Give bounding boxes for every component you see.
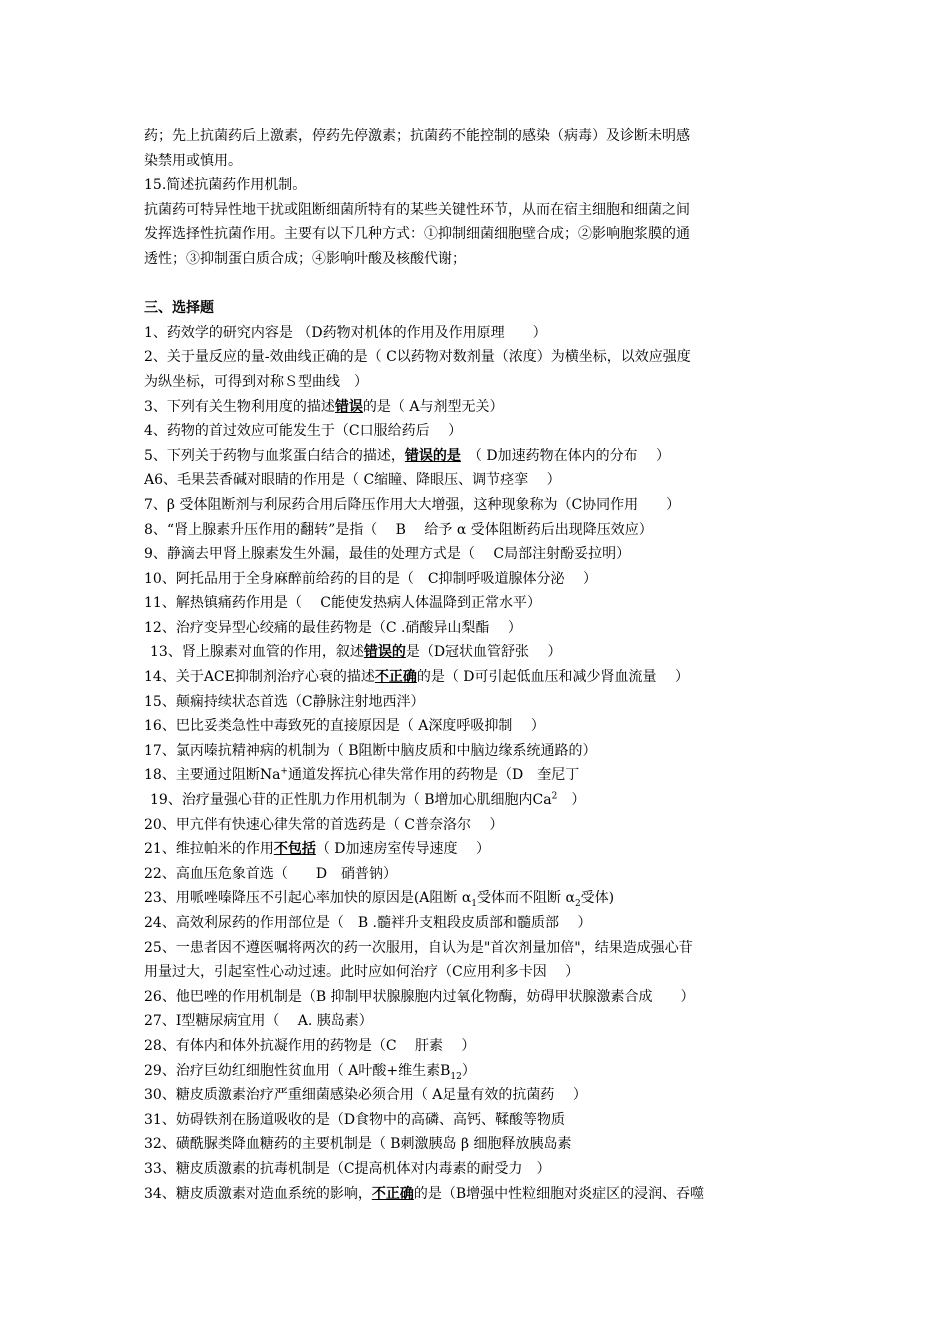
item-9: 9、静滴去甲肾上腺素发生外漏，最佳的处理方式是（ C局部注射酚妥拉明） [144, 546, 631, 563]
item-text: 的是（B增强中性粒细胞对炎症区的浸润、吞噬 [413, 1185, 705, 1202]
item-text: （ D加速房室传导速度 ） [315, 841, 490, 858]
subscript: 2 [574, 899, 581, 910]
item-32: 32、磺酰脲类降血糖药的主要机制是（ B刺激胰岛 β 细胞释放胰岛素 [144, 1136, 572, 1153]
answer-15-line-1: 抗菌药可特异性地干扰或阻断细菌所特有的某些关键性环节，从而在宿主细胞和细菌之间 [144, 201, 690, 218]
item-34 [144, 1182, 812, 1207]
item-text: 34、糖皮质激素对造血系统的影响， [144, 1185, 372, 1202]
item-text: 14、关于ACE抑制剂治疗心衰的描述 [144, 669, 375, 686]
item-text: 23、用哌唑嗪降压不引起心率加快的原因是(A阻断 α [144, 890, 472, 907]
item-text: 21、维拉帕米的作用 [144, 841, 274, 858]
emphasis-text: 不包括 [273, 841, 316, 858]
item-text: 18、主要通过阻断Na [144, 767, 281, 784]
answer-15-line-2: 发挥选择性抗菌作用。主要有以下几种方式：①抑制细菌细胞壁合成；②影响胞浆膜的通 [144, 226, 690, 243]
item-text: 是（D冠状血管舒张 ） [405, 644, 562, 661]
emphasis-text: 不正确 [374, 669, 417, 686]
item-text: 的是（ D可引起低血压和减少肾血流量 ） [416, 669, 689, 686]
section-title: 三、选择题 [144, 300, 214, 317]
intro-line-2: 染禁用或慎用。 [144, 152, 242, 169]
answer-15-line-3: 透性；③抑制蛋白质合成；④影响叶酸及核酸代谢； [144, 250, 466, 267]
item-text: ） [557, 792, 586, 809]
item-25-line-2: 用量过大，引起室性心动过速。此时应如何治疗（C应用利多卡因 ） [144, 964, 580, 981]
item-16: 16、巴比妥类急性中毒致死的直接原因是（ A深度呼吸抑制 ） [144, 718, 545, 735]
item-text: 受体而不阻断 α [477, 890, 575, 907]
item-25-line-1: 25、一患者因不遵医嘱将两次的药一次服用，自认为是"首次剂量加倍"，结果造成强心苷 [144, 939, 693, 956]
item-5 [144, 444, 812, 469]
item-text: （ D加速药物在体内的分布 ） [460, 447, 671, 464]
item-2-line-1: 2、关于量反应的量-效曲线正确的是（ C以药物对数剂量（浓度）为横坐标，以效应强度 [144, 349, 691, 366]
document-body [144, 124, 812, 1206]
item-text: 通道发挥抗心律失常作用的药物是（D 奎尼丁 [287, 767, 580, 784]
spacer [144, 272, 812, 297]
item-text: 29、治疗巨幼红细胞性贫血用（ A叶酸+维生素B [144, 1062, 451, 1079]
item-4: 4、药物的首过效应可能发生于（C口服给药后 ） [144, 423, 463, 440]
item-text: 5、下列关于药物与血浆蛋白结合的描述， [144, 447, 405, 464]
item-24: 24、高效利尿药的作用部位是（ B .髓袢升支粗段皮质部和髓质部 ） [144, 915, 592, 931]
item-33: 33、糖皮质激素的抗毒机制是（C提高机体对内毒素的耐受力 ） [144, 1160, 551, 1177]
emphasis-text: 错误 [334, 398, 363, 415]
emphasis-text: 不正确 [371, 1185, 414, 1202]
item-2-line-2: 为纵坐标，可得到对称Ｓ型曲线 ） [144, 373, 368, 390]
item-22: 22、高血压危象首选（ D 硝普钠） [144, 865, 398, 882]
item-text: 的是（ A与剂型无关） [362, 398, 504, 415]
item-29 [144, 1059, 812, 1084]
item-10: 10、阿托品用于全身麻醉前给药的目的是（ C抑制呼吸道腺体分泌 ） [144, 570, 597, 587]
item-31: 31、妨碍铁剂在肠道吸收的是（D食物中的高磷、高钙、鞣酸等物质 [144, 1111, 566, 1128]
item-text: ） [461, 1062, 476, 1079]
item-26: 26、他巴唑的作用机制是（B 抑制甲状腺腺胞内过氧化物酶，妨碍甲状腺激素合成 ） [144, 988, 695, 1005]
item-23 [144, 886, 812, 911]
emphasis-text: 错误的 [363, 644, 406, 661]
item-20: 20、甲亢伴有快速心律失常的首选药是（ C普奈洛尔 ） [144, 816, 504, 833]
question-15-title: 15.简述抗菌药作用机制。 [144, 177, 307, 194]
subscript: 12 [450, 1071, 462, 1082]
item-17: 17、氯丙嗪抗精神病的机制为（ B阻断中脑皮质和中脑边缘系统通路的） [144, 742, 597, 759]
item-27: 27、I型糖尿病宜用（ A. 胰岛素） [144, 1013, 373, 1030]
item-1: 1、药效学的研究内容是 （D药物对机体的作用及作用原理 ） [144, 324, 547, 341]
item-7: 7、β 受体阻断剂与利尿药合用后降压作用大大增强，这种现象称为（C协同作用 ） [144, 496, 681, 513]
item-21 [144, 837, 812, 862]
item-28: 28、有体内和体外抗凝作用的药物是（C 肝素 ） [144, 1037, 476, 1054]
emphasis-text: 错误的是 [404, 447, 461, 464]
intro-line-1: 药；先上抗菌药后上激素，停药先停激素；抗菌药不能控制的感染（病毒）及诊断未明感 [144, 128, 690, 144]
item-15: 15、颠痫持续状态首选（C静脉注射地西泮） [144, 693, 425, 710]
subscript: 1 [471, 899, 478, 910]
item-6: A6、毛果芸香碱对眼睛的作用是（ C缩瞳、降眼压、调节痉挛 ） [144, 472, 561, 489]
item-13 [144, 640, 812, 665]
superscript: 2 [551, 791, 558, 802]
item-text: 受体) [580, 890, 615, 907]
item-text: 13、肾上腺素对血管的作用，叙述 [150, 644, 364, 661]
item-18 [144, 763, 812, 788]
item-3 [144, 395, 812, 420]
item-30: 30、糖皮质激素治疗严重细菌感染必须合用（ A足量有效的抗菌药 ） [144, 1087, 587, 1104]
item-text: 19、治疗量强心苷的正性肌力作用机制为（ B增加心肌细胞内Ca [150, 792, 552, 809]
item-19 [144, 788, 812, 813]
item-11: 11、解热镇痛药作用是（ C能使发热病人体温降到正常水平） [144, 595, 541, 612]
item-12: 12、治疗变异型心绞痛的最佳药物是（C .硝酸异山梨酯 ） [144, 619, 522, 636]
item-text: 3、下列有关生物利用度的描述 [144, 398, 335, 415]
item-14 [144, 665, 812, 690]
superscript: + [280, 766, 288, 777]
item-8: 8、“肾上腺素升压作用的翻转”是指（ B 给予 α 受体阻断药后出现降压效应） [144, 521, 653, 538]
